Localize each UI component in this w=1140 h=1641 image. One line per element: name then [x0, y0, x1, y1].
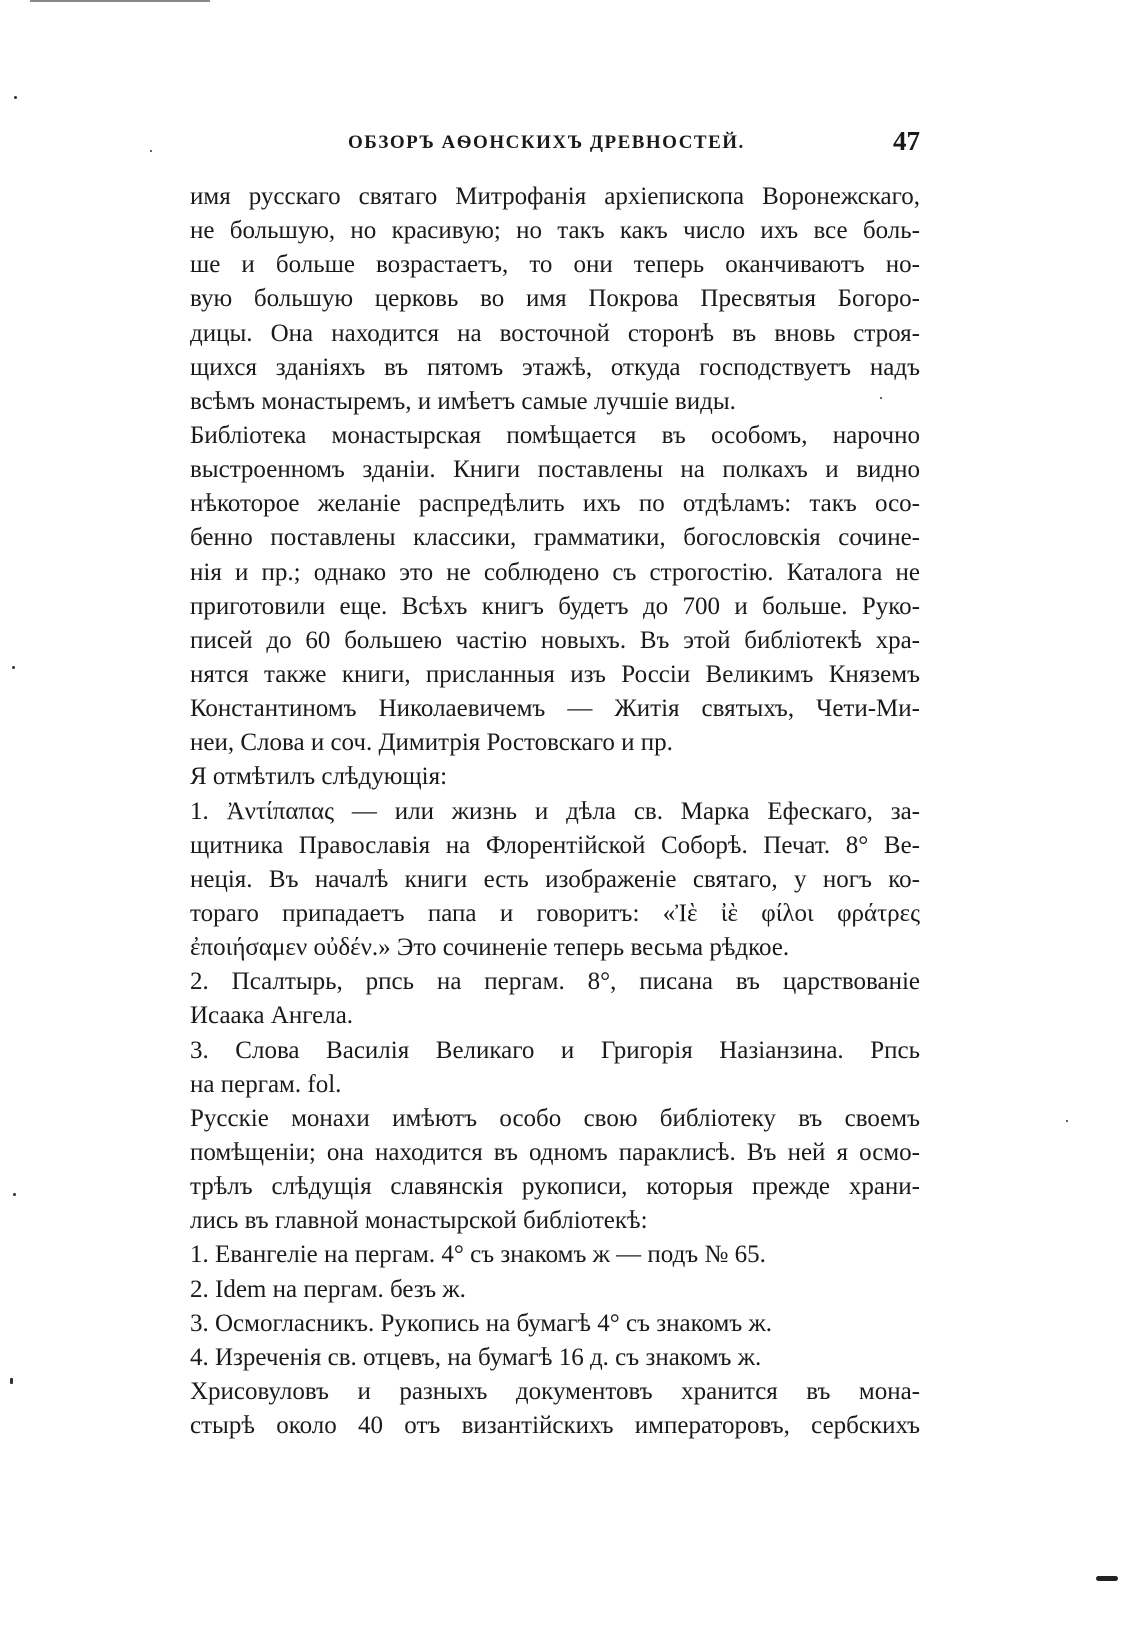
text-line: нѣкоторое желаніе распредѣлить ихъ по отдѣламъ: такъ осо- — [190, 490, 920, 518]
running-head: ОБЗОРЪ АѲОНСКИХЪ ДРЕВНОСТЕЙ. — [348, 132, 745, 153]
text-line: 2. Idem на пергам. безъ ж. — [190, 1275, 466, 1303]
text-line: стырѣ около 40 отъ византійскихъ императоровъ, сербскихъ — [190, 1412, 920, 1440]
text-line: ἐποιήσαμεν οὐδέν.» Это сочиненіе теперь весьма рѣдкое. — [190, 934, 790, 962]
text-line: Я отмѣтилъ слѣдующія: — [190, 763, 448, 791]
page-header — [190, 126, 920, 172]
text-line: щитника Православія на Флорентійской Соборѣ. Печат. 8° Ве- — [190, 831, 920, 859]
text-line: 3. Осмогласникъ. Рукопись на бумагѣ 4° съ знакомъ ж. — [190, 1309, 773, 1337]
text-line: на пергам. fol. — [190, 1070, 342, 1098]
text-line: выстроенномъ зданіи. Книги поставлены на полкахъ и видно — [190, 456, 920, 484]
text-line: 4. Изреченія св. отцевъ, на бумагѣ 16 д. съ знакомъ ж. — [190, 1343, 762, 1371]
text-line: Исаака Ангела. — [190, 1002, 354, 1030]
text-line: Русскіе монахи имѣютъ особо свою библіотеку въ своемъ — [190, 1104, 920, 1132]
top-edge-line — [30, 0, 210, 2]
text-line: приготовили еще. Всѣхъ книгъ будетъ до 700 и больше. Руко- — [190, 592, 920, 620]
text-line: Константиномъ Николаевичемъ — Житія святыхъ, Чети-Ми- — [190, 695, 920, 723]
corner-smudge — [1096, 1576, 1118, 1581]
text-line: Хрисовуловъ и разныхъ документовъ хранится въ мона- — [190, 1377, 920, 1405]
text-line: помѣщеніи; она находится въ одномъ параклисѣ. Въ ней я осмо- — [190, 1138, 920, 1166]
text-line: дицы. Она находится на восточной сторонѣ въ вновь строя- — [190, 319, 920, 347]
text-line: трѣлъ слѣдущія славянскія рукописи, которыя прежде храни- — [190, 1173, 920, 1201]
text-line: всѣмъ монастыремъ, и имѣетъ самые лучшіе виды. — [190, 387, 736, 415]
text-line: неція. Въ началѣ книги есть изображеніе святаго, у ногъ ко- — [190, 865, 920, 893]
text-line: писей до 60 большею частію новыхъ. Въ этой библіотекѣ хра- — [190, 626, 920, 654]
text-line: 1. Ἀντίπαπας — или жизнь и дѣла св. Марка Ефескаго, за- — [190, 797, 920, 825]
page-number: 47 — [893, 126, 920, 156]
text-line-content: Библіотека монастырская помѣщается въ особомъ, нарочно — [190, 421, 920, 449]
text-line: 2. Псалтырь, рпсь на пергам. 8°, писана въ царствованіе — [190, 968, 920, 996]
text-line: 1. Евангеліе на пергам. 4° съ знакомъ ж — подъ № 65. — [190, 1241, 766, 1269]
text-line: щихся зданіяхъ въ пятомъ этажѣ, откуда господствуетъ надъ — [190, 353, 920, 381]
text-line-paragraph-start — [190, 419, 920, 453]
text-line: тораго припадаетъ папа и говоритъ: «Ἰὲ ἰὲ φίλοι φράτρες — [190, 899, 920, 927]
body-text — [190, 180, 920, 1443]
text-line: нія и пр.; однако это не соблюдено съ строгостію. Каталога не — [190, 558, 920, 586]
text-line: ше и больше возрастаетъ, то они теперь оканчиваютъ но- — [190, 251, 920, 279]
text-line: лись въ главной монастырской библіотекѣ: — [190, 1207, 648, 1235]
text-line: имя русскаго святаго Митрофанія архіепископа Воронежскаго, — [190, 183, 920, 210]
text-line: бенно поставлены классики, грамматики, богословскія сочине- — [190, 524, 920, 552]
text-line: нятся также книги, присланныя изъ Россіи Великимъ Княземъ — [190, 660, 920, 688]
text-line: неи, Слова и соч. Димитрія Ростовскаго и пр. — [190, 729, 673, 757]
text-line: 3. Слова Василія Великаго и Григорія Назіанзина. Рпсь — [190, 1036, 920, 1064]
text-line: вую большую церковь во имя Покрова Пресвятыя Богоро- — [190, 285, 920, 313]
text-line: не большую, но красивую; но такъ какъ число ихъ все боль- — [190, 217, 920, 245]
